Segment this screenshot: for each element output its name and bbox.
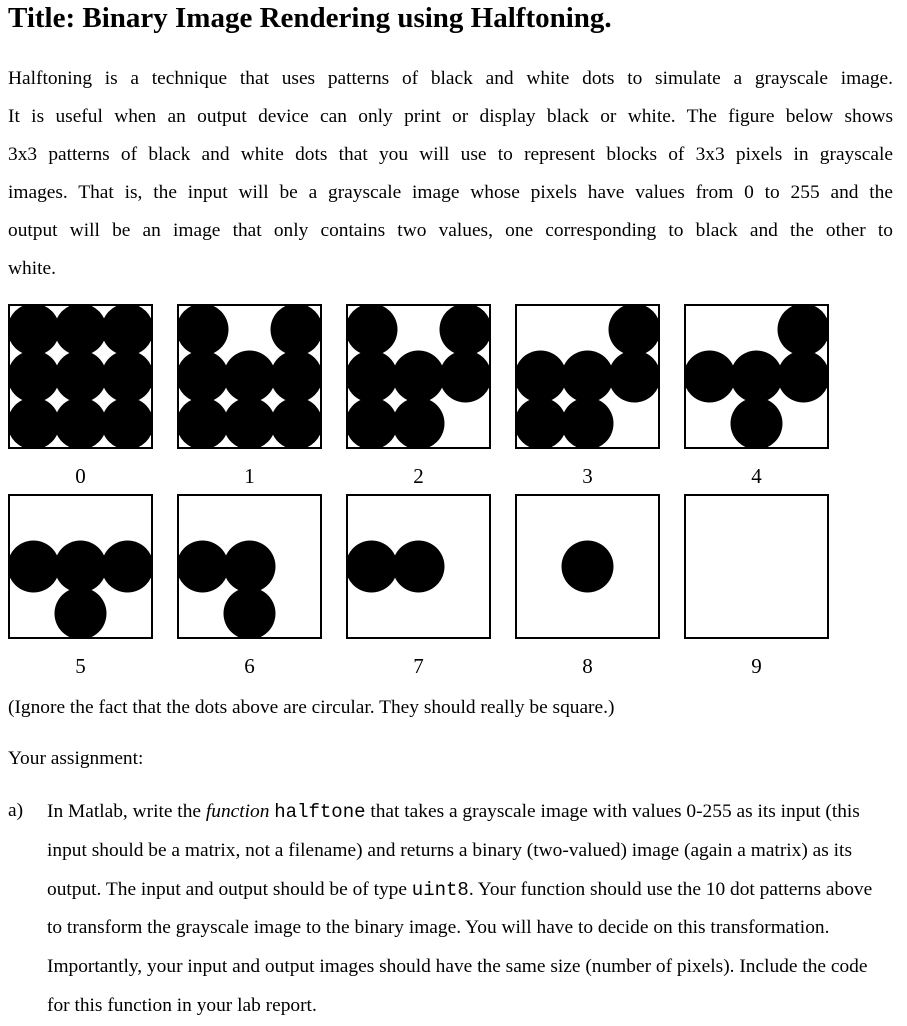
halftone-dot	[440, 351, 490, 403]
halftone-dot	[393, 541, 445, 593]
halftone-dot	[562, 541, 614, 593]
halftone-dot	[271, 398, 321, 448]
item-a-text	[47, 793, 890, 1026]
halftone-dot	[348, 351, 398, 403]
halftone-dot	[778, 306, 828, 356]
pattern-box-2	[346, 304, 491, 449]
halftone-dot	[224, 541, 276, 593]
pattern-dots	[686, 496, 827, 637]
halftone-dot	[224, 351, 276, 403]
halftone-dot	[271, 351, 321, 403]
halftone-dot	[393, 351, 445, 403]
note-text: (Ignore the fact that the dots above are circular. They should really be square.)	[8, 697, 615, 718]
function-word: function	[205, 801, 270, 822]
halftone-dot	[224, 398, 276, 448]
halftone-dot	[731, 351, 783, 403]
halftone-dot	[179, 351, 229, 403]
pattern-label-6: 6	[244, 654, 255, 678]
pattern-label-0: 0	[75, 464, 86, 488]
pattern-label-5: 5	[75, 654, 86, 678]
pattern-box-7	[346, 494, 491, 639]
halftone-dot	[517, 351, 567, 403]
item-a-text-part: . Your function should use the 10 dot patterns above to transform the grayscale image to the binary image. You will have to decide on this transformation. Importantly, your input and output images should have the same size (number of pixels). Include the code for this function in your lab report.	[47, 878, 873, 1016]
pattern-box-8	[515, 494, 660, 639]
function-name-code: halftone	[274, 801, 366, 823]
pattern-label-4: 4	[751, 464, 762, 488]
halftone-dot	[393, 398, 445, 448]
intro-line: 3x3 patterns of black and white dots that you will use to represent blocks of 3x3 pixels in grayscale	[8, 144, 893, 165]
item-a-marker: a)	[8, 800, 24, 821]
halftone-dot	[10, 398, 60, 448]
pattern-dots	[686, 306, 827, 447]
pattern-label-7: 7	[413, 654, 424, 678]
halftone-dot	[55, 541, 107, 593]
pattern-dots	[517, 306, 658, 447]
pattern-label-9: 9	[751, 654, 762, 678]
halftone-dot	[440, 306, 490, 356]
pattern-label-1: 1	[244, 464, 255, 488]
halftone-dot	[609, 351, 659, 403]
pattern-label-3: 3	[582, 464, 593, 488]
pattern-dots	[179, 306, 320, 447]
halftone-dot	[179, 541, 229, 593]
pattern-box-3	[515, 304, 660, 449]
halftone-dot	[102, 306, 152, 356]
intro-line: output will be an image that only contains two values, one corresponding to black and the other to	[8, 220, 893, 241]
halftone-patterns-figure	[0, 300, 907, 680]
halftone-dot	[10, 541, 60, 593]
item-a-text-part: that takes a grayscale image with values 0-255 as its input (this input should be a matrix, not a filename) and returns a binary (two-valued) image (again a matrix) as its output. The input and output should be of type	[47, 801, 860, 900]
pattern-label-2: 2	[413, 464, 424, 488]
intro-line: white.	[8, 258, 56, 279]
intro-line: images. That is, the input will be a grayscale image whose pixels have values from 0 to 255 and the	[8, 182, 893, 203]
halftone-dot	[55, 351, 107, 403]
halftone-dot	[102, 351, 152, 403]
pattern-box-6	[177, 494, 322, 639]
halftone-dot	[348, 398, 398, 448]
pattern-box-4	[684, 304, 829, 449]
halftone-dot	[55, 588, 107, 638]
pattern-box-5	[8, 494, 153, 639]
halftone-dot	[731, 398, 783, 448]
halftone-dot	[10, 351, 60, 403]
pattern-dots	[348, 496, 489, 637]
halftone-dot	[271, 306, 321, 356]
halftone-dot	[179, 398, 229, 448]
halftone-dot	[348, 306, 398, 356]
halftone-dot	[562, 398, 614, 448]
intro-line: It is useful when an output device can only print or display black or white. The figure below shows	[8, 106, 893, 127]
pattern-dots	[179, 496, 320, 637]
halftone-dot	[55, 398, 107, 448]
halftone-dot	[348, 541, 398, 593]
pattern-dots	[517, 496, 658, 637]
pattern-box-9	[684, 494, 829, 639]
pattern-dots	[348, 306, 489, 447]
intro-line: Halftoning is a technique that uses patterns of black and white dots to simulate a grayscale image.	[8, 68, 893, 89]
halftone-dot	[102, 541, 152, 593]
halftone-dot	[609, 306, 659, 356]
pattern-box-1	[177, 304, 322, 449]
halftone-dot	[10, 306, 60, 356]
pattern-label-8: 8	[582, 654, 593, 678]
halftone-dot	[224, 588, 276, 638]
assignment-heading: Your assignment:	[8, 748, 144, 769]
halftone-dot	[778, 351, 828, 403]
intro-paragraph	[8, 60, 893, 288]
page-title: Title: Binary Image Rendering using Halftoning.	[8, 2, 612, 34]
halftone-dot	[686, 351, 736, 403]
halftone-dot	[517, 398, 567, 448]
halftone-dot	[55, 306, 107, 356]
type-name-code: uint8	[411, 878, 469, 901]
item-a-text-part: In Matlab, write the	[47, 801, 206, 822]
halftone-dot	[562, 351, 614, 403]
halftone-dot	[179, 306, 229, 356]
halftone-dot	[102, 398, 152, 448]
pattern-dots	[10, 496, 151, 637]
pattern-dots	[10, 306, 151, 447]
pattern-box-0	[8, 304, 153, 449]
